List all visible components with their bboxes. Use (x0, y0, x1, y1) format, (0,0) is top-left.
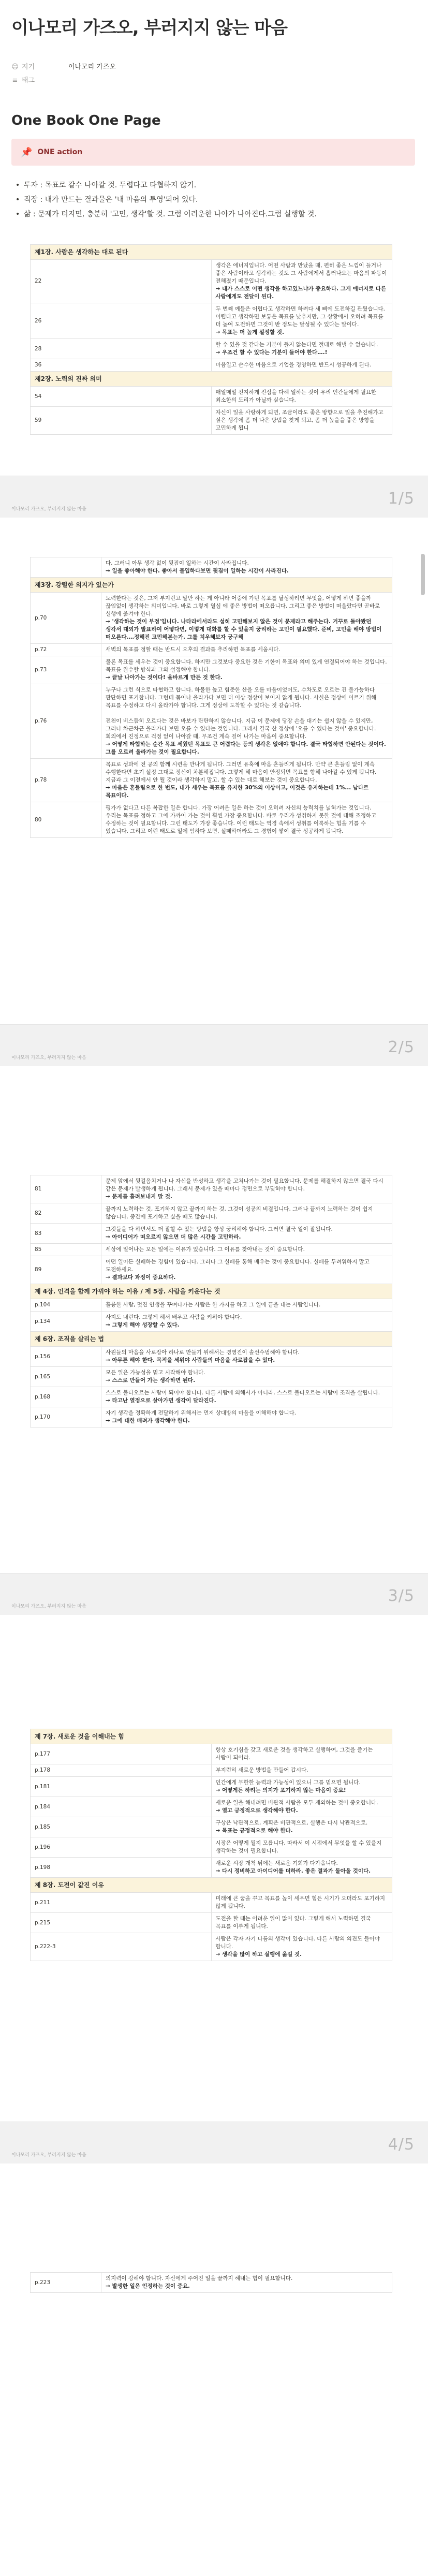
quote-cell (211, 1744, 392, 1764)
table-row (31, 557, 392, 578)
page-footer (0, 1573, 428, 1615)
takeaway-text: → 아이디어가 떠오르지 않으면 더 많은 시간을 고민하라. (106, 1234, 241, 1240)
takeaway-text: → 그렇게 해야 성장할 수 있다. (106, 1322, 180, 1328)
table-row (31, 1913, 392, 1933)
property-tags[interactable]: ≡ 태그 (12, 76, 35, 84)
quote-text: 도전을 할 때는 어려운 일이 많이 있다. 그렇게 해서 노력하면 결국 목표를 이루게 됩니다. (215, 1916, 371, 1930)
callout-text: ONE action (37, 148, 83, 156)
takeaway-text: → 다시 정비하고 아이디어를 더하라. 좋은 결과가 돌아올 것이다. (215, 1868, 371, 1874)
table-row (31, 1367, 392, 1387)
table-row (31, 1244, 392, 1256)
notes-table (30, 2272, 392, 2293)
quote-cell (101, 2273, 392, 2293)
quote-cell (101, 1299, 392, 1312)
quote-cell (211, 359, 392, 372)
takeaway-text: → 끝날 나아가는 것이다! 올바르게 만든 것 한다. (106, 674, 223, 681)
quote-cell (101, 557, 392, 578)
page-ref-cell: p.72 (31, 644, 101, 656)
page-ref-cell: 81 (31, 1175, 101, 1203)
bullet-item: • 직장 : 내가 만드는 결과물은 '내 마음의 투영'되어 있다. (16, 193, 419, 207)
footer-title: 이나모리 가즈오, 부러지지 않는 마음 (11, 1604, 86, 1609)
quote-cell (211, 260, 392, 303)
page-ref-cell: p.168 (31, 1387, 101, 1407)
table-row (31, 1837, 392, 1858)
takeaway-text: → '생각하는 것이 부정'입니다. 나타라에서라도 섬히 고민해보지 않은 것이 문제라고 해주는다. 거꾸로 돌아봤던 생각서 대외가 발표하여 어떻다면, 이렇게 대화를 할 수 있을지 궁리하는 고민이 필요했다. 준비, 고민을 해야 방법이 떠오른다.…정해진 고민해본는가. 그를 치우해보자 궁구해 (106, 619, 382, 640)
pin-icon: 📌 (21, 146, 33, 158)
takeaway-text: → 목표는 더 높게 설정할 것. (215, 329, 284, 335)
chapter-title: 제1장. 사람은 생각하는 대로 된다 (31, 245, 392, 260)
page-3 (0, 1097, 428, 1615)
table-row (31, 1777, 392, 1797)
page-ref-cell: p.215 (31, 1913, 212, 1933)
table-row (31, 1858, 392, 1878)
quote-cell (101, 1312, 392, 1332)
quote-cell (211, 1933, 392, 1961)
page-2 (0, 549, 428, 1066)
table-row (31, 387, 392, 407)
page-footer (0, 2122, 428, 2163)
page-ref-cell: p.211 (31, 1893, 212, 1913)
page-ref-cell: 54 (31, 387, 212, 407)
page-ref-cell: p.170 (31, 1407, 101, 1427)
quote-text: 매일매일 진지하게 진심을 다해 일하는 것이 우리 인간들에게 필요한 최소한의 도리가 아닐까 싶습니다. (215, 389, 377, 403)
chapter-title: 제 8장. 도전이 값진 이유 (31, 1878, 392, 1893)
chapter-header-row (31, 372, 392, 387)
takeaway-text: → 일을 좋아해야 한다. 좋아서 몰입하다보면 뒷짐이 일하는 시간이 사라진다. (106, 568, 289, 574)
quote-cell (211, 1797, 392, 1817)
quote-text: 목표로 성과에 전 공의 함께 시련을 만나게 됩니다. 그러면 유혹에 마음 흔들리게 됩니다. 만약 큰 흔들림 없이 계속 수행한다면 초기 설정 그대로 정신이 차분해집니다. 그렇게 해 마음이 안정되면 목표를 향해 나아갈 수 있게 됩니다. 지금과 그 이전에서 안 될 것이라 생각하지 말고, 할 수 있는 대로 해보는 것이 중요합니다. (106, 761, 377, 783)
quote-text: 사지도 내린다. 그렇게 해서 배우고 사람을 키워야 합니다. (106, 1314, 242, 1320)
page-ref-cell (31, 557, 101, 578)
table-row (31, 1407, 392, 1427)
table-row (31, 2273, 392, 2293)
page-ref-cell: 89 (31, 1256, 101, 1284)
chapter-header-row (31, 1332, 392, 1347)
takeaway-text: → 그에 대한 배려가 생각해야 한다. (106, 1418, 190, 1424)
page-ref-cell: 28 (31, 339, 212, 359)
page-5 (0, 2195, 428, 2576)
quote-cell (211, 407, 392, 435)
bullet-item: • 삶 : 문제가 터지면, 충분히 '고민, 생각'할 것. 그럼 어려운한 나아가 나아진다.그럼 실행할 것. (16, 207, 419, 222)
page-ref-cell: p.70 (31, 593, 101, 644)
table-row (31, 593, 392, 644)
quote-cell (211, 303, 392, 339)
person-icon: ☺ (11, 63, 19, 71)
table-row (31, 1933, 392, 1961)
table-row (31, 759, 392, 802)
table-row (31, 1797, 392, 1817)
page-ref-cell: p.165 (31, 1367, 101, 1387)
takeaway-text: → 문제를 흘려보내지 말 것. (106, 1194, 172, 1200)
table-row (31, 407, 392, 435)
page-ref-cell: 82 (31, 1203, 101, 1224)
table-row (31, 339, 392, 359)
quote-cell (101, 802, 392, 838)
chapter-header-row (31, 1729, 392, 1744)
table-row (31, 1175, 392, 1203)
takeaway-text: → 생각을 많이 하고 실행에 옮길 것. (215, 1951, 302, 1957)
quote-cell (211, 387, 392, 407)
table-row (31, 1744, 392, 1764)
page-ref-cell: p.184 (31, 1797, 212, 1817)
chapter-header-row (31, 1878, 392, 1893)
quote-text: 의지력이 강해야 합니다. 자신에게 주어진 일을 끝까지 해내는 힘이 필요합니다. (106, 2275, 293, 2281)
page-ref-cell: 83 (31, 1224, 101, 1244)
quote-text: 그것들을 다 하면서도 더 잘할 수 있는 방법을 항상 궁리해야 합니다. 그러면 결국 일이 잘됩니다. (106, 1226, 333, 1232)
notes-table (30, 244, 392, 435)
takeaway-text: → 타고난 열정으로 살아가면 생각이 달라진다. (106, 1397, 216, 1404)
quote-text: 모든 일은 가능성을 믿고 시작해야 합니다. (106, 1370, 205, 1376)
quote-text: 스스로 불타오르는 사람이 되어야 합니다. 다른 사람에 의해서가 아니라, 스스로 불타오르는 사람이 조직을 살립니다. (106, 1390, 380, 1396)
page-footer (0, 1024, 428, 1066)
takeaway-text: → 발생한 일은 인정하는 것이 중요. (106, 2283, 190, 2289)
page-ref-cell: 85 (31, 1244, 101, 1256)
takeaway-text: → 마음은 흔들림으로 한 번도, 내가 세우는 목표를 유지한 30%의 이상이고, 이것은 유지하는데 1%... 남다르 목표이다. (106, 785, 369, 799)
quote-cell (101, 759, 392, 802)
takeaway-text: → 열고 긍정적으로 생각해야 한다. (215, 1807, 298, 1814)
page-ref-cell: p.177 (31, 1744, 212, 1764)
quote-text: 어떤 일이든 실패하는 경험이 있습니다. 그러나 그 실패를 통해 배우는 것이 중요합니다. 실패를 두려워하지 말고 도전하세요. (106, 1259, 370, 1273)
notes-table (30, 1175, 392, 1427)
quote-text: 구상은 낙관적으로, 계획은 비관적으로, 실행은 다시 낙관적으로. (215, 1820, 368, 1826)
chapter-header-row (31, 1284, 392, 1299)
chapter-title: 제 6장. 조직을 살리는 법 (31, 1332, 392, 1347)
quote-cell (101, 1244, 392, 1256)
takeaway-text: → 결과보다 과정이 중요하다. (106, 1274, 176, 1280)
quote-text: 세상에 일어나는 모든 일에는 이유가 있습니다. 그 이유를 찾아내는 것이 중요합니다. (106, 1246, 305, 1253)
table-row (31, 1893, 392, 1913)
quote-text: 새로운 시장 개척 뒤에는 새로운 기회가 다가옵니다. (215, 1860, 338, 1866)
table-row (31, 1387, 392, 1407)
chapter-title: 제3장. 강렬한 의지가 있는가 (31, 578, 392, 593)
quote-text: 자기 생각을 정확하게 전달하기 위해서는 먼저 상대방의 마음을 이해해야 합니다. (106, 1410, 297, 1416)
page-ref-cell: p.78 (31, 759, 101, 802)
table-row (31, 1299, 392, 1312)
quote-text: 부지런히 새로운 방법을 만들어 갑시다. (215, 1767, 308, 1773)
table-row (31, 1764, 392, 1777)
page-ref-cell: p.185 (31, 1817, 212, 1837)
quote-text: 평가가 없다고 다른 복잡한 일은 합니다. 가장 어려운 일은 하는 것이 오히려 자신의 능력치를 넓혀가는 것입니다. 우리는 목표를 정하고 그에 가까이 가는 것이 훨씬 가장 중요합니다. 바로 우리가 성취하지 못한 것에 대해 조정하고 수정하는 것이 필요합니다. 그런 태도가 가장 좋습니다. 이런 태도는 역경 속에서 성취를 이룩하는 힘을 기를 수 있습니다. 그리고 이런 태도로 일에 임하다 보면, 실패하더라도 그 경험이 쌓여 결국 성공하게 됩니다. (106, 805, 377, 834)
quote-cell (101, 684, 392, 759)
quote-cell (101, 1256, 392, 1284)
page-ref-cell: p.104 (31, 1299, 101, 1312)
quote-text: 생각은 에너지입니다. 어떤 사람과 만났을 때, 편히 좋은 느낌이 들거나 좋은 사람이라고 생각하는 것도 그 사람에게서 흘러나오는 마음의 파동이 전해졌기 때문입니다. (215, 262, 387, 284)
quote-text: 훌륭한 사람, 멋진 인생을 꾸며나가는 사람은 한 가지를 하고 그 일에 끝을 내는 사람입니다. (106, 1302, 321, 1308)
quote-cell (211, 1777, 392, 1797)
page-ref-cell: p.73 (31, 656, 101, 684)
quote-text: 할 수 있을 것 같다는 기분이 들지 않는다면 절대로 해낼 수 없습니다. (215, 342, 378, 348)
quote-cell (101, 1387, 392, 1407)
quote-cell (211, 1817, 392, 1837)
quote-cell (101, 644, 392, 656)
quote-text: 문제 앞에서 뒷걸음치거나 나 자신을 반성하고 생각을 고쳐나가는 것이 필요합니다. 문제를 해결하지 않으면 결국 다시 같은 문제가 발생하게 됩니다. 그래서 문제가 있을 때마다 정면으로 부딪혀야 합니다. (106, 1178, 383, 1192)
takeaway-text: → 어떻게 타협하는 순간 목표 세웠던 목표도 큰 어렵다는 등의 생각은 없애야 합니다. 결국 타협하면 안된다는 것이다. 그를 오르려 올라가는 것이 필요합니다. (106, 741, 386, 755)
property-author[interactable]: ☺ 지기 이나모리 가즈오 (11, 59, 415, 72)
quote-text: 마음일고 순수한 마음으로 기업을 경영하면 반드시 성공하게 된다. (215, 362, 372, 368)
table-row (31, 802, 392, 838)
page-ref-cell: p.196 (31, 1837, 212, 1858)
quote-cell (211, 1858, 392, 1878)
quote-text: 사람은 각자 자기 나름의 생각이 있습니다. 다른 사람의 의견도 들어야 합니다. (215, 1936, 380, 1950)
quote-text: 미래에 큰 꿈을 꾸고 목표를 높이 세우면 힘든 시기가 오더라도 포기하지 않게 됩니다. (215, 1895, 386, 1909)
quote-cell (101, 1175, 392, 1203)
page-4 (0, 1646, 428, 2163)
quote-text: 끝까지 노력하는 것, 포기하지 않고 끝까지 하는 것. 그것이 성공의 비결입니다. 그러나 끝까지 노력하는 것이 쉽지 않습니다. 중간에 포기하고 싶을 때도 많습니다. (106, 1206, 373, 1220)
table-row (31, 359, 392, 372)
page-ref-cell: 22 (31, 260, 212, 303)
page-footer (0, 476, 428, 518)
action-bullet-list (16, 178, 419, 222)
table-row (31, 260, 392, 303)
scrollbar[interactable] (421, 554, 425, 595)
quote-text: 항상 호기심을 갖고 새로운 것을 생각하고 실행하여, 그것을 즐기는 사람이 되어라. (215, 1747, 373, 1761)
chapter-title: 제2장. 노력의 진짜 의미 (31, 372, 392, 387)
takeaway-text: → 어떻게든 하려는 의지가 포기하지 않는 마음이 중요! (215, 1787, 346, 1793)
table-row (31, 303, 392, 339)
quote-cell (101, 1224, 392, 1244)
page-ref-cell: p.181 (31, 1777, 212, 1797)
document-title: 이나모리 가즈오, 부러지지 않는 마음 (11, 18, 287, 38)
page-number: 1/5 (388, 490, 415, 508)
footer-title: 이나모리 가즈오, 부러지지 않는 마음 (11, 2153, 86, 2158)
list-icon: ≡ (12, 76, 18, 84)
property-author-value: 이나모리 가즈오 (68, 63, 116, 71)
footer-title: 이나모리 가즈오, 부러지지 않는 마음 (11, 1055, 86, 1061)
quote-cell (101, 1347, 392, 1367)
quote-text: 자신이 일을 사랑하게 되면, 조금이라도 좋은 방향으로 일을 추진해가고 싶은 생각에 좀 더 나은 방법을 찾게 되고, 좀 더 높을을 좋은 방향을 고민하게 됩니 (215, 409, 383, 431)
quote-cell (211, 1893, 392, 1913)
page-ref-cell: p.134 (31, 1312, 101, 1332)
chapter-title: 제 7장. 새로운 것을 이해내는 힘 (31, 1729, 392, 1744)
table-row (31, 684, 392, 759)
quote-text: 두 번째 예들은 어렵다고 생각하면 하려다 새 삐에 도전하길 관뒀습니다. 어렵다고 생각하면 보통은 목표를 낮추지만, 그 상황에서 오히려 목표를 더 높여 도전하면 그것이 반 정도는 달성될 수 있다는 말이다. (215, 306, 386, 328)
quote-text: 인간에게 무한한 능력과 가능성이 있으니 그를 믿으면 됩니다. (215, 1779, 361, 1786)
takeaway-text: → 우조건 할 수 있다는 기분이 들어야 한다….! (215, 349, 328, 356)
quote-cell (101, 656, 392, 684)
chapter-header-row (31, 578, 392, 593)
quote-cell (211, 1837, 392, 1858)
table-row (31, 1312, 392, 1332)
quote-cell (211, 1764, 392, 1777)
table-row (31, 1817, 392, 1837)
page-ref-cell: p.76 (31, 684, 101, 759)
notes-table (30, 557, 392, 838)
table-row (31, 1203, 392, 1224)
quote-text: 다. 그러니 아무 생각 없이 뒷짐이 일하는 시간이 사라집니다. (106, 560, 249, 566)
page-ref-cell: 26 (31, 303, 212, 339)
quote-text: 새벽의 목표를 정할 때는 반드시 오후의 결과를 추리하면 목표를 세웁시다. (106, 646, 281, 653)
quote-text: 시장은 어떻게 될지 모릅니다. 따라서 이 시점에서 무엇을 할 수 있을지 생각하는 것이 필요합니다. (215, 1840, 382, 1854)
takeaway-text: → 아무튼 해야 한다. 목적을 세워야 사람들의 마음을 사로잡을 수 있다. (106, 1357, 275, 1363)
page-ref-cell: p.178 (31, 1764, 212, 1777)
quote-text: 사원들의 마음을 사로잡아 하나로 만들기 위해서는 경영진이 솔선수범해야 합니다. (106, 1349, 300, 1356)
section-heading: One Book One Page (11, 113, 161, 128)
quote-cell (101, 1367, 392, 1387)
page-ref-cell: 59 (31, 407, 212, 435)
footer-title: 이나모리 가즈오, 부러지지 않는 마음 (11, 507, 86, 512)
page-number: 3/5 (388, 1587, 415, 1605)
quote-cell (211, 339, 392, 359)
table-row (31, 1256, 392, 1284)
quote-text: 새로운 일을 해내려면 비관적 사람을 모두 제외하는 것이 중요합니다. (215, 1800, 378, 1806)
takeaway-text: → 목표는 긍정적으로 해야 한다. (215, 1828, 293, 1834)
one-action-callout (11, 139, 415, 166)
table-row (31, 644, 392, 656)
page-ref-cell: p.156 (31, 1347, 101, 1367)
takeaway-text: → 내가 스스로 어떤 생각을 하고있느냐가 중요하다. 그게 에너지로 다른 사람에게도 전달이 된다. (215, 286, 387, 300)
quote-cell (101, 593, 392, 644)
page-ref-cell: p.222-3 (31, 1933, 212, 1961)
chapter-title: 제 4장. 인격을 함께 가꿔야 하는 이유 / 제 5장. 사람을 키운다는 것 (31, 1284, 392, 1299)
takeaway-text: → 스스로 만들어 가는 생각하면 된다. (106, 1377, 196, 1383)
table-row (31, 1224, 392, 1244)
quote-text: 누구나 그런 식으로 타협하고 합니다. 하물한 높고 험준한 산을 오를 마음이었어도, 수차도로 오르는 건 불가능하다 판단하면 포기합니다. 그런데 몸이나 올라가다 보면 더 이상 정상이 보이지 않게 됩니다. 사실은 정상에 이르기 위해 목표를 수정하고 다시 올라가야 합니다. 그게 정상에 도착할 수 있다는 것 같습니다. 전천이 비스듬히 오르다는 것은 바보가 탄탄하지 않습니다. 지금 이 문제에 당장 손을 대기는 쉽지 않을 수 있지만, 그러나 차근차근 올라가다 보면 오를 수 있다는 것입니다. 그래서 결국 산 정상에 '오를 수 있다는 것이' 중요합니다. 회의에서 진정으로 걱정 없이 나아갈 때, 무조건 계속 걸어 나가는 마음이 중요합니다. (106, 687, 377, 740)
properties (11, 59, 415, 86)
page-number: 2/5 (388, 1038, 415, 1056)
quote-cell (211, 1913, 392, 1933)
page-ref-cell: 36 (31, 359, 212, 372)
quote-text: 물론 목표를 세우는 것이 중요합니다. 하지만 그것보다 중요한 것은 기한이 목표와 의미 있게 연결되어야 하는 것입니다. 목표를 완수할 방식과 그와 설정해야 합니다. (106, 659, 387, 673)
quote-cell (101, 1407, 392, 1427)
quote-text: 노력한다는 것은, 그저 부지런고 말만 하는 게 아니라 어중에 가던 목표를 달성하려면 무엇을, 어떻게 하면 좋을까 끊임없이 생각하는 의미입니다. 바로 그렇게 열심 에 좋은 방법이 떠오릅니다. 그리고 좋은 방법이 떠올랐다면 곧바로 실행에 옮겨야 한다. (106, 595, 380, 617)
bullet-item: • 투자 : 목표로 갈수 나아갈 것. 두렵다고 타협하지 않기. (16, 178, 419, 193)
notes-table (30, 1729, 392, 1961)
quote-cell (101, 1203, 392, 1224)
page-number: 4/5 (388, 2136, 415, 2154)
chapter-header-row (31, 245, 392, 260)
page-1 (0, 0, 428, 518)
page-ref-cell: p.198 (31, 1858, 212, 1878)
page-ref-cell: p.223 (31, 2273, 101, 2293)
page-ref-cell: 80 (31, 802, 101, 838)
table-row (31, 1347, 392, 1367)
table-row (31, 656, 392, 684)
